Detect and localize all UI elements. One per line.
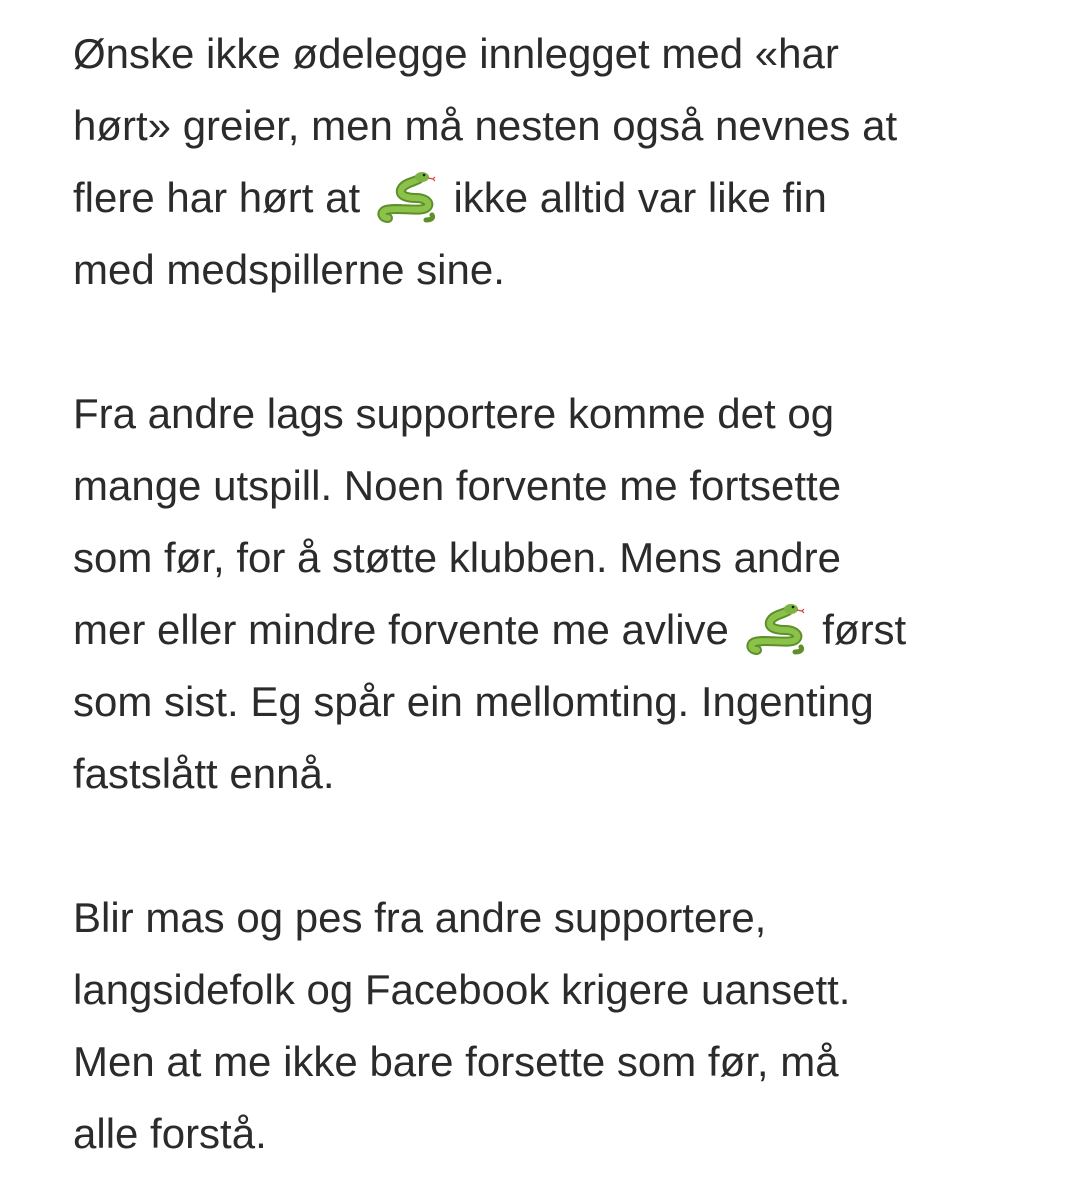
snake-emoji-icon: [745, 600, 807, 660]
text-segment: ikke alltid var like fin: [441, 174, 827, 221]
text-line: som sist. Eg spår ein mellomting. Ingenting: [73, 678, 874, 725]
text-line: fastslått ennå.: [73, 750, 335, 797]
paragraph-1: [73, 18, 1033, 306]
text-line: Ønske ikke ødelegge innlegget med «har: [73, 30, 839, 77]
text-line: mange utspill. Noen forvente me fortsette: [73, 462, 842, 509]
paragraph-2: [73, 378, 1033, 810]
text-segment: først: [810, 606, 907, 653]
paragraph-3: [73, 882, 1033, 1170]
text-line: [73, 162, 1033, 234]
snake-emoji-icon: [376, 168, 438, 228]
text-line: langsidefolk og Facebook krigere uansett.: [73, 966, 851, 1013]
post-body: [73, 18, 1033, 1170]
text-segment: mer eller mindre forvente me avlive: [73, 606, 741, 653]
paragraph-gap: [73, 810, 1033, 882]
text-line: Fra andre lags supportere komme det og: [73, 390, 835, 437]
text-segment: flere har hørt at: [73, 174, 372, 221]
text-line: som før, for å støtte klubben. Mens andre: [73, 534, 841, 581]
paragraph-gap: [73, 306, 1033, 378]
text-line: med medspillerne sine.: [73, 246, 505, 293]
text-line: Blir mas og pes fra andre supportere,: [73, 894, 767, 941]
text-line: [73, 594, 1033, 666]
text-line: hørt» greier, men må nesten også nevnes at: [73, 102, 898, 149]
text-line: alle forstå.: [73, 1110, 267, 1157]
text-line: Men at me ikke bare forsette som før, må: [73, 1038, 839, 1085]
